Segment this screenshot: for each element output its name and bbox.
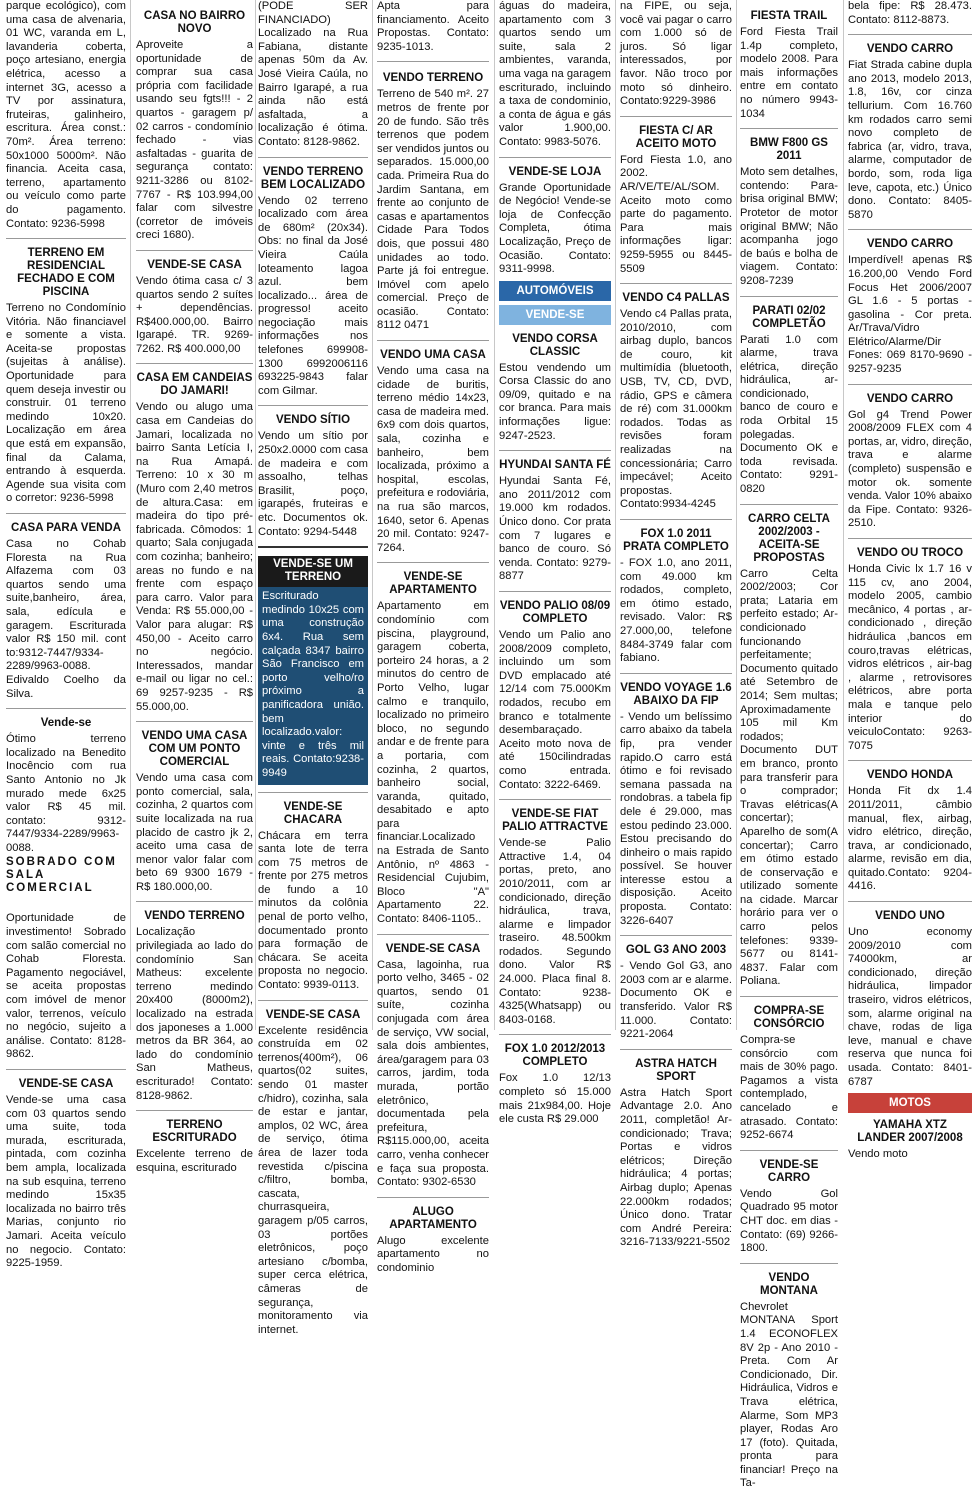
ad-title: FOX 1.0 2012/2013 COMPLETO [504, 1043, 606, 1069]
ad-candeias [136, 372, 253, 714]
ad-separator [848, 384, 972, 385]
ad-separator [740, 996, 838, 997]
ad-body: parque ecológico), com uma casa de alvenaria, 01 WC, varanda em L, lavanderia coberta, poço artesiano, energia elétrica, acesso a internet 3G, acesso a TV por assinatura, fruteiras, galinheiro, escritura. Área const.: 70m². Área terreno: 50x1000 5000m². Não financia. Aceita casa, terreno, apartamento ou veículo como parte do pagamento. Contato: 9236-5998 [6, 0, 126, 230]
ad-terreno [136, 910, 253, 1103]
ad-body: Apartamento em condomínio com piscina, playground, garagem coberta, porteiro 24 horas, a 2 minutos do centro de Porto Velho, lugar calmo e tranquilo, localizado no primeiro bloco, no segundo andar e de frente para a portaria, com cozinha, 2 quartos, banheiro social, varanda, quitado, desabitado e apto para financiar.Localizado na Estrada de Santo Antônio, nº 4863 - Residencial Cujubim, Bloco "A" Apartamento 22. Contato: 8406-1105.. [377, 600, 489, 926]
ad-title: GOL G3 ANO 2003 [625, 944, 727, 957]
column-6 [620, 0, 732, 1249]
section-header-motos: MOTOS [848, 1093, 972, 1113]
column-divider [843, 0, 844, 1030]
ad-body: Ótimo terreno localizado na Benedito Inocêncio com rua Santo Antonio no Jk murado mede 6x25 valor R$ 45 mil. contato: 9312-7447/9334-2289/9963-0088. [6, 733, 126, 854]
ad-gol-g4 [848, 393, 972, 531]
ad-gol-quadrado [740, 1159, 838, 1256]
ad-body: Casa no Cohab Floresta na Rua Alfazema com 03 quartos sendo uma suite,banheiro, área, sala, edícula e garagem. Escriturada valor R$ 150 mil. cont to:9312-7447/9334-2289/9963-0088. Edivaldo Coelho da Silva. [6, 538, 126, 700]
ad-title: VENDE-SE CHACARA [283, 800, 343, 826]
ad-title: FIESTA TRAIL [750, 10, 828, 22]
ad-chacara [258, 801, 368, 993]
ad-separator [848, 538, 972, 539]
ad-body: Vendo moto [848, 1148, 908, 1161]
ad-body: Alugo excelente apartamento no condominio [377, 1234, 489, 1274]
ad-gol-g3 [620, 944, 732, 1042]
ad-body: Carro Celta 2002/2003; Cor prata; Lataria em perfeito estado; Ar-condicionado funcionando perfeitamente; Documento quitado até Setembro de 2014; Sem multas; Aproximadamente 105 mil Km rodados; Documento DUT em branco, pronto para transferir para o comprador; Travas elétricas(A concertar); Aparelho de som(A concertar); Carro em ótimo estado de conservação e utilizado somente na cidade. Marcar horário para ver o carro pelos telefones: 9339-5677 ou 8141-4837. Falar com Poliana. [740, 567, 838, 988]
ad-title: VENDO TERRENO [144, 910, 245, 923]
ad-body: Honda Fit dx 1.4 2011/2011, câmbio manual, flex, airbag, vidro elétrico, direção, trava, ar condicionado, alarme, revisão em dia, quitado.Contato: 9204-4416. [848, 785, 972, 893]
ad-c4-pallas [620, 292, 732, 512]
ad-bmw [740, 137, 838, 288]
ad-body: Gol g4 Trend Power 2008/2009 FLEX com 4 portas, ar, vidro, direção, trava e alarme (completo) suspensão e motor ok. somente venda. Valor 10% abaixo da Fipe. Contato: 9326-2510. [848, 408, 972, 530]
ad-separator [620, 116, 732, 117]
ad-title: VENDO PALIO 08/09 COMPLETO [499, 600, 611, 625]
column-2 [136, 0, 253, 1174]
ad-apartamento [377, 571, 489, 926]
ad-yamaha [848, 1119, 972, 1162]
ad-title: VENDO UNO [875, 910, 945, 923]
ad-title: PARATI 02/02 COMPLETÃO [752, 304, 826, 330]
ad-title: HYUNDAI SANTA FÉ [499, 459, 611, 472]
ad-body: Vende-se uma casa com 03 quartos sendo uma suite, toda murada, escriturada, pintada, com cozinha bem ampla, localizada na sub esquina, terreno medindo 15x35 localizada no bairro três Marias, conjunto rio Jamari. Aceita veículo no negocio. Contato: 9225-1959. [6, 1094, 126, 1270]
ad-body: Vende-se Palio Attractive 1.4, 04 portas, preto, ano 2010/2011, com ar condicionado, direção hidráulica, trava, alarme e limpador traseiro. 48.500km rodados. Segundo dono. Valor R$ 24.000. Placa final 8. Contato: 9238-4325(Whatsapp) ou 8403-0168. [499, 837, 611, 1026]
ad-highlighted-terreno [258, 556, 368, 784]
ad-title: VENDO CARRO [866, 238, 954, 251]
ad-separator [848, 229, 972, 230]
ad-continuation [620, 0, 732, 109]
ad-title: VENDO OU TROCO [856, 547, 964, 559]
ad-casa-lagoinha [377, 943, 489, 1190]
ad-title: VENDO VOYAGE 1.6 ABAIXO DA FIP [620, 681, 732, 707]
ad-body: Vendo 02 terreno localizado com área de 680m² (20x34). Obs: no final da José Vieira Caúla loteamento lagoa azul. bem localizado... área de progresso! aceito negociação mais informações nos telefones 699908-1300 6992006116 693225-9843 falar com Gilmar. [258, 194, 368, 397]
ad-title: VENDE-SE APARTAMENTO [389, 571, 477, 597]
ad-body: Excelente terreno de esquina, escriturado [136, 1148, 253, 1174]
ad-separator [377, 340, 489, 341]
ad-title: BMW F800 GS 2011 [750, 137, 828, 163]
ad-title: FOX 1.0 2011 PRATA COMPLETO [623, 528, 729, 553]
ad-separator [377, 934, 489, 935]
ad-separator [136, 250, 253, 251]
ad-separator [136, 721, 253, 722]
ad-alugo-apartamento [377, 1206, 489, 1276]
ad-continuation [6, 0, 126, 231]
ad-terreno-540 [377, 72, 489, 333]
ad-title: Vende-se [40, 717, 92, 730]
ad-strada [848, 43, 972, 222]
ad-body: Chácara em terra santa lote de terra com 75 metros de frente por 275 metros de fundo a 10 minutos da colônia penal de porto velho, documentado pronto para formação de chácara. Se aceita proposta no negocio. Contato: 9939-0113. [258, 829, 368, 992]
ad-title: ASTRA HATCH SPORT [635, 1057, 717, 1083]
ad-bairro-novo [136, 10, 253, 243]
ad-title: VENDE-SE LOJA [508, 165, 602, 178]
ad-celta [740, 513, 838, 989]
ad-body: Ford Fiesta Trail 1.4p completo, modelo 2008. Para mais informações entre em contato no número 9943-1034 [740, 26, 838, 120]
ad-separator [6, 513, 126, 514]
column-divider [736, 0, 737, 1030]
ad-separator [740, 1150, 838, 1151]
ad-title: VENDO CORSA CLASSIC [512, 332, 598, 358]
ad-title: CASA PARA VENDA [10, 522, 122, 534]
ad-body: Terreno no Condomínio Vitória. Não financiavel e somente a vista. Aceita-se propostas (sujeitas à análise). Oportunidade para quem deseja investir ou construir. 01 terreno medindo 10x20. Localização em área que está em expansão, final da Calama, entrando à esquerda. Agende sua visita com o corretor: 9236-5998 [6, 302, 126, 505]
ad-body: Compra-se consórcio com mais de 30% pago. Pagamos a vista contemplado, cancelado e atrasado. Contato: 9252-6674 [740, 1034, 838, 1142]
ad-casa-residencia [258, 1009, 368, 1338]
ad-body: Fiat Strada cabine dupla ano 2013, modelo 2013, 1.8, 16v, cor cinza tellurium. Com 16.760 km rodados carro semi novo completo de fabrica (ar, vidro, trava, alarme, computador de bordo, som, roda liga leve, capota, etc.) Único dono. Contato: 8405-5870 [848, 59, 972, 221]
ad-voyage [620, 682, 732, 929]
ad-title: VENDO HONDA [866, 769, 954, 782]
section-header-automoveis: AUTOMÓVEIS [499, 281, 611, 301]
ad-body: Oportunidade de investimento! Sobrado com salão comercial no Cohab Floresta. Pagamento negociável, se aceita propostas com imóvel de menor valor, terrenos, veículo no negócio, sujeito a análise. Contato: 8128-9862. [6, 912, 126, 1061]
ad-fiesta-trail [740, 10, 838, 121]
ad-title: SOBRADO COM SALA COMERCIAL [6, 856, 117, 895]
column-7 [740, 0, 838, 1490]
ad-palio [499, 600, 611, 792]
ad-title: VENDO C4 PALLAS [622, 292, 730, 305]
column-5 [499, 0, 611, 1126]
column-3 [258, 0, 368, 1336]
column-divider [494, 0, 495, 1030]
ad-civic [848, 547, 972, 753]
ad-house [6, 1078, 126, 1271]
ad-separator [136, 1110, 253, 1111]
ad-separator [620, 1049, 732, 1050]
ad-separator [740, 128, 838, 129]
ad-house-for-sale [6, 522, 126, 701]
ad-title: VENDO SÍTIO [275, 414, 351, 427]
ad-body: Vendo uma casa com ponto comercial, sala, cozinha, 2 quartos com suite localizada na rua placido de castro jk 2, aceito uma casa de menor valor falar com beto 69 9300 1679 - R$ 180.000,00. [136, 772, 253, 893]
ad-separator [620, 935, 732, 936]
ad-title: YAMAHA XTZ LANDER 2007/2008 [857, 1119, 963, 1145]
ad-body: - FOX 1.0, ano 2011, com 49.000 km rodados, completo, em ótimo estado, revisado. Valor: R$ 27.000,00, telefone 8484-3749 falar com fabiano. [620, 557, 732, 665]
column-8 [848, 0, 972, 1161]
ad-body: Aproveite a oportunidade de comprar sua casa própria com facilidade usando seu fgts!!! - 2 quartos - garagem p/ 02 carros - condomínio fechado - vias asfaltadas - guarita de segurança contato: 9211-3286 ou 8102-7767 - R$ 103.994,00 falar com silvestre (corretor de imóveis creci 1680). [136, 39, 253, 242]
ad-palio-attractive [499, 808, 611, 1027]
column-divider [372, 0, 373, 1030]
ad-continuation [499, 0, 611, 150]
ad-title: VENDO MONTANA [760, 1271, 818, 1297]
ad-separator [848, 34, 972, 35]
ad-separator [136, 901, 253, 902]
ad-santa-fe [499, 459, 611, 584]
ad-title: VENDE-SE CASA [265, 1008, 361, 1021]
ad-body: Vendo uma casa na cidade de buritis, terreno médio 14x23, casa de madeira med. 6x9 com dois quartos, sala, cozinha e banheiro, bem localizada, próximo a hospital, escolas, prefeitura e rodoviária, na rua são marcos, 1640, setor 6. Apenas 20 mil. Contato: 9247-7264. [377, 365, 489, 554]
ad-separator [740, 504, 838, 505]
ad-body: Vendo um sítio por 250x2.0000 com casa de madeira e com assoalho, telhas Brasilit, poço, igarapés, fruteiras e etc. Documentos ok. Contato: 9294-5448 [258, 430, 368, 538]
ad-title: FIESTA C/ AR ACEITO MOTO [635, 124, 717, 150]
ad-loja [499, 166, 611, 277]
ad-title: VENDO CARRO [866, 43, 954, 56]
ad-body: Imperdível! apenas R$ 16.200,00 Vendo Ford Focus Het 2006/2007 GL 1.6 - 5 portas - gasolina - Cor preta. Ar/Trava/Vidro Elétrico/Alarme/Dir Fones: 069 8170-9690 - 9257-9235 [848, 254, 972, 376]
ad-terreno-localizado [258, 166, 368, 399]
ad-title: VENDO CARRO [866, 392, 954, 405]
ad-separator [6, 238, 126, 239]
ad-body: (PODE SER FINANCIADO) Localizado na Rua Fabiana, distante apenas 50m da Av. José Vieira Caúla, no Bairro Igarapé, a rua ainda não está asfaltada, a localização é ótima. Contato: 8128-9862. [258, 0, 368, 148]
ad-casa-buritis [377, 349, 489, 555]
ad-body: Fox 1.0 12/13 completo só 15.000 mais 21x984,00. Hoje ele custa R$ 29.000 [499, 1072, 611, 1126]
ad-body: Parati 1.0 com alarme, trava elétrica, direção hidráulica, ar-condicionado, banco de couro e roda Orbital 15 polegadas. Documento OK e toda revisada. Contato: 9291-0820 [740, 333, 838, 496]
ad-title: TERRENO ESCRITURADO [152, 1119, 237, 1145]
ad-body: Vendo ou alugo uma casa em Candeias do Jamari, localizada no bairro Santa Letícia I, na Rua Amapá. Terreno: 10 x 30 m (Muro com 2,40 metros de altura.Casa: em madeira do tipo pré-fabricada. Cômodos: 1 quarto; Sala conjugada com cozinha; banheiro; areas no fundo e na frente com espaço para carro. Valor para Venda: R$ 55.000,00 - Valor para alugar: R$ 450,00 - Aceito carro no negócio. Interessados, mandar e-mail ou ligar no cel.: 69 9257-9235 - R$ 55.000,00. [136, 401, 253, 713]
ad-title: VENDE-SE UM TERRENO [258, 556, 368, 587]
ad-continuation [848, 0, 972, 27]
ad-separator [499, 1034, 611, 1035]
ad-body: Apta para financiamento. Aceito Propostas. Contato: 9235-1013. [377, 0, 489, 53]
ad-separator [499, 450, 611, 451]
ad-body: Excelente residência construída em 02 terrenos(400m²), 06 quartos(02 suites, sendo 01 master c/hidro), cozinha, sala de estar e jantar, amplos, 02 WC, área de serviço, ótima área de lazer toda revestida c/piscina c/filtro, bomba, cascata, churrasqueira, garagem p/05 carros, 03 portões eletrônicos, poço artesiano c/bomba, super cerca elétrica, câmeras de segurança, monitoramento via internet. [258, 1024, 368, 1336]
ad-separator [136, 363, 253, 364]
ad-body: - Vendo Gol G3, ano 2003 com ar e alarme. Documento OK e transferido. Valor R$ 11.000. Contato: 9221-2064 [620, 960, 732, 1041]
ad-separator [377, 61, 489, 62]
ad-corsa [499, 333, 611, 444]
ad-body: Escriturado medindo 10x25 com uma construção 6x4. Rua sem calçada 8347 bairro São Francisco em porto velho/ro próximo a panificadora união. bem localizado.valor: vinte e três mil reais. Contato:9238-9949 [262, 590, 364, 779]
ad-title: TERRENO EM RESIDENCIAL FECHADO E COM PISCINA [17, 247, 115, 299]
ad-title: VENDE-SE CASA [147, 258, 242, 271]
ad-title: CARRO CELTA 2002/2003 - ACEITA-SE PROPOSTAS [748, 512, 830, 564]
ad-body: Vendo Gol Quadrado 95 motor CHT doc. em dias - Contato: (69) 9266-1800. [740, 1187, 838, 1255]
ad-separator [377, 1197, 489, 1198]
ad-separator [620, 519, 732, 520]
ad-body: bela fipe: R$ 28.473. Contato: 8112-8873. [848, 0, 972, 26]
column-4 [377, 0, 489, 1274]
ad-separator [258, 1000, 368, 1001]
ad-astra [620, 1058, 732, 1250]
ad-title: ALUGO APARTAMENTO [389, 1205, 477, 1231]
ad-separator [620, 673, 732, 674]
ad-title: VENDE-SE CARRO [759, 1158, 819, 1184]
ad-title: VENDO UMA CASA COM UM PONTO COMERCIAL [141, 730, 248, 769]
ad-body: Honda Civic lx 1.7 16 v 115 cv, ano 2004, modelo 2005, cambio mecânico, 4 portas , ar-condicionado , direção hidráulica ,bancos em couro,travas elétricas, vidros elétricos , air-bag , alarme , retrovisores elétricos, abre porta mala e tanque pelo interior do veiculoContato: 9263-7075 [848, 563, 972, 752]
ad-separator [258, 546, 368, 548]
ad-residential-lot [6, 247, 126, 506]
ad-separator [620, 283, 732, 284]
ad-fox-2011 [620, 528, 732, 666]
ad-title: VENDO UMA CASA [380, 349, 486, 362]
ad-body: Vendo c4 Pallas prata, 2010/2010, com airbag duplo, bancos de couro, kit multimídia (bluetooth, USB, TV, CD, DVD, rádio, GPS e câmera de ré) com 31.000km rodados. Todas as revisões foram realizadas na concessionária; Carro impecável; Aceito propostas. Contato:9934-4245 [620, 308, 732, 511]
ad-title: VENDE-SE CASA [18, 1078, 114, 1090]
ad-body: Estou vendendo um Corsa Classic do ano 09/09, quitado e na cor branca. Para mais informações ligue: 9247-2523. [499, 361, 611, 442]
ad-consorcio [740, 1005, 838, 1143]
ad-body: Vendo um Palio ano 2008/2009 completo, incluindo um som DVD emplacado até 12/14 com 75.000Km rodados, recubo em branco e totalmente desembaraçado. Aceito moto nova de até 150cilindradas como entrada. Contato: 3222-6469. [499, 629, 611, 791]
ad-vende-casa [136, 259, 253, 357]
ad-title: CASA EM CANDEIAS DO JAMARI! [136, 372, 253, 398]
ad-separator [377, 562, 489, 563]
ad-body: Chevrolet MONTANA Sport 1.4 ECONOFLEX 8V 2p - Ano 2010 - Preta. Com Ar Condicionado, Dir. Hidráulica, Vidros e Trava elétrica, Alarme, Som MP3 player, Rodas Aro 17 (foto). Quitada, pronta para financiar! Preço na Ta- [740, 1300, 838, 1490]
column-divider [255, 0, 256, 1030]
ad-body: Vendo ótima casa c/ 3 quartos sendo 2 suítes + dependências. R$400.000,00. Bairro Igarapé. TR. 9269-7262. R$ 400.000,00 [136, 274, 253, 355]
ad-body: águas do madeira, apartamento com 3 quartos sendo um suite, sala 2 ambientes, varanda, uma vaga na garagem escriturado, incluindo a taxa de condominio, a conta de água e gás valor 1.900,00. Contato: 9983-5076. [499, 0, 611, 148]
ad-townhouse [6, 912, 126, 1062]
column-divider [130, 0, 131, 1030]
column-1 [6, 0, 126, 1270]
ad-body: Ford Fiesta 1.0, ano 2002. AR/VE/TE/AL/SOM. Aceito moto como parte do pagamento. Para mais informações ligar: 9259-5955 ou 8445-5509 [620, 153, 732, 275]
ad-separator [499, 799, 611, 800]
ad-title: VENDO TERRENO BEM LOCALIZADO [260, 165, 366, 191]
section-header-vende-se: VENDE-SE [499, 305, 611, 325]
ad-body: Moto sem detalhes, contendo: Para-brisa original BMW; Protetor de motor original BMW; Não acompanha jogo de baús e bolha de viagem. Contato: 9208-7239 [740, 166, 838, 287]
ad-body: Grande Oportunidade de Negócio! Vende-se loja de Confecção Completa, ótima Localização, Preço de Ocasião. Contato: 9311-9998. [499, 181, 611, 276]
ad-terreno-escriturado [136, 1119, 253, 1175]
ad-parati [740, 305, 838, 497]
ad-separator [258, 157, 368, 158]
ad-separator [258, 405, 368, 406]
ad-fit [848, 769, 972, 894]
ad-separator [258, 792, 368, 793]
ad-fox-2012 [499, 1043, 611, 1126]
ad-montana [740, 1272, 838, 1491]
column-divider [615, 0, 616, 1030]
ad-focus [848, 238, 972, 376]
ad-body: Localização privilegiada ao lado do condomínio San Matheus: excelente terreno medindo 20x400 (8000m2), localizado na estrada dos japoneses a 1.000 metros da BR 364, ao lado do condomínio San Matheus, escriturado! Contato: 8128-9862. [136, 926, 253, 1102]
ad-title: COMPRA-SE CONSÓRCIO [753, 1005, 825, 1031]
ad-separator [740, 1263, 838, 1264]
ad-separator [848, 760, 972, 761]
ad-body: Astra Hatch Sport Advantage 2.0. Ano 2011, completão! Ar-condicionado; Trava; Portas e vidros elétricos; Direção hidráulica; 4 portas; Airbag duplo; Apenas 22.000km rodados; Único dono. Tratar com André Pereira: 3216-7133/9221-5502 [620, 1086, 732, 1249]
ad-body: Casa, lagoinha, rua porto velho, 3465 - 02 quartos, sendo 01 suíte, cozinha conjugada com área de serviço, VW social, sala dois ambientes, área/garagem para 03 carros, jardim, toda murada, portão eletrônico, documentada pela prefeitura, R$115.000,00, aceita carro, venha conhecer e faça sua proposta. Contato: 9302-6530 [377, 958, 489, 1189]
ad-commercial-house [136, 730, 253, 894]
ad-title: CASA NO BAIRRO NOVO [143, 10, 246, 35]
ad-highlight-box [258, 587, 368, 784]
ad-vende-se [6, 717, 126, 895]
ad-body: - Vendo um belíssimo carro abaixo da tabela fip, pra vender rapido.O carro está ótimo e foi revisado semana passada na rondobras. a tabela fip dele é 29.000, mas estou pedindo 23.000. Estou precisando do dinheiro o mais rapido possível. Se houver interesse estou a disposição. Aceito proposta. Contato: 3226-6407 [620, 710, 732, 927]
ad-fiesta-ar [620, 125, 732, 276]
spacer [6, 898, 126, 912]
ad-continuation [258, 0, 368, 150]
ad-title: VENDE-SE FIAT PALIO ATTRACTVE [502, 808, 608, 834]
ad-separator [740, 296, 838, 297]
ad-sitio [258, 414, 368, 539]
ad-body: Hyundai Santa Fé, ano 2011/2012 com 19.000 km rodados. Único dono. Cor prata com 7 lugares e banco de couro. Só venda. Contato: 9279-8877 [499, 475, 611, 583]
ad-separator [6, 708, 126, 709]
ad-title: VENDE-SE CASA [385, 942, 481, 955]
ad-body: Uno economy 2009/2010 com 74000km, ar condicionado, direção hidráulica, limpador traseiro, vidros elétricos, som, alarme original na chave, rodas de liga leve, manual e chave reserva que nunca foi usada. Contato: 8401-6787 [848, 926, 972, 1088]
ad-separator [499, 591, 611, 592]
ad-body: Terreno de 540 m². 27 metros de frente por 20 de fundo. São três terrenos que podem ser vendidos juntos ou separados. 15.000,00 cada. Primeira Rua do Jardim Santana, em frente ao conjunto de casas e apartamentos Cidade Para Todos dois, que possui 480 unidades ao todo. Parte já foi entregue. Imóvel com apelo comercial. Preço de ocasião. Contato: 8112 0471 [377, 88, 489, 332]
ad-separator [499, 157, 611, 158]
ad-continuation [377, 0, 489, 54]
ad-uno [848, 910, 972, 1089]
ad-title: VENDO TERRENO [382, 72, 484, 85]
ad-separator [6, 1069, 126, 1070]
ad-body: na FIPE, ou seja, você vai pagar o carro com 1.000 só de juros. Só ligar interessados, por favor. Não troco por moto só dinheiro. Contato:9229-3986 [620, 0, 732, 108]
ad-separator [848, 901, 972, 902]
